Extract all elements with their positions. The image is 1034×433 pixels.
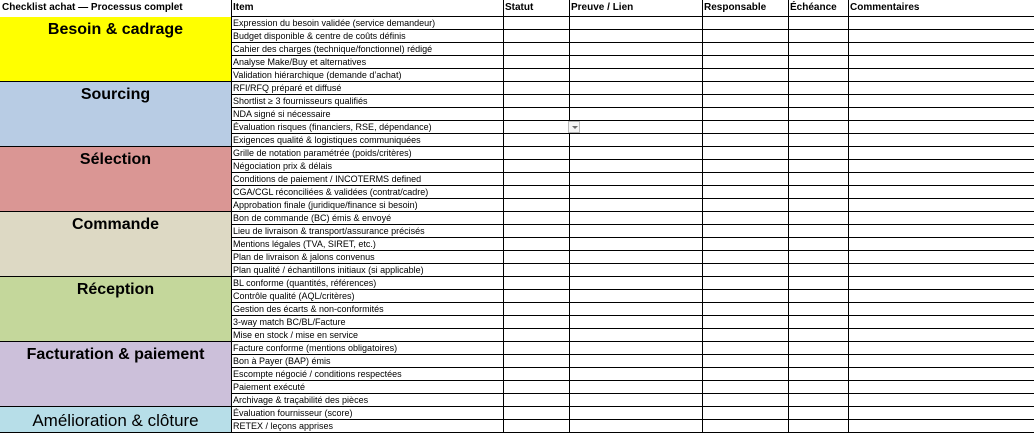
item-cell[interactable]: Archivage & traçabilité des pièces (231, 394, 503, 407)
column-header-statut[interactable]: Statut (505, 2, 534, 13)
item-cell[interactable]: NDA signé si nécessaire (231, 108, 503, 121)
item-cell[interactable]: Cahier des charges (technique/fonctionnel) rédigé (231, 43, 503, 56)
column-divider (702, 0, 703, 433)
table-row[interactable] (503, 121, 1034, 134)
column-header-echeance[interactable]: Échéance (790, 2, 837, 13)
table-row[interactable] (503, 160, 1034, 173)
table-row[interactable] (503, 290, 1034, 303)
table-row[interactable] (503, 134, 1034, 147)
item-cell[interactable]: Paiement exécuté (231, 381, 503, 394)
category-cell[interactable] (0, 277, 231, 342)
table-row[interactable] (503, 108, 1034, 121)
category-cell[interactable] (0, 17, 231, 82)
item-cell[interactable]: 3-way match BC/BL/Facture (231, 316, 503, 329)
table-row[interactable] (503, 17, 1034, 30)
item-cell[interactable]: Shortlist ≥ 3 fournisseurs qualifiés (231, 95, 503, 108)
table-row[interactable] (503, 251, 1034, 264)
table-row[interactable] (503, 407, 1034, 420)
table-row[interactable] (503, 173, 1034, 186)
column-divider (231, 0, 232, 433)
item-cell[interactable]: Contrôle qualité (AQL/critères) (231, 290, 503, 303)
item-cell[interactable]: RETEX / leçons apprises (231, 420, 503, 433)
table-row[interactable] (503, 69, 1034, 82)
item-cell[interactable]: Analyse Make/Buy et alternatives (231, 56, 503, 69)
category-label: Besoin & cadrage (47, 21, 184, 38)
sheet-title[interactable]: Checklist achat — Processus complet (2, 2, 183, 13)
category-cell[interactable] (0, 212, 231, 277)
item-cell[interactable]: Bon à Payer (BAP) émis (231, 355, 503, 368)
category-cell[interactable] (0, 82, 231, 147)
column-divider (503, 0, 504, 433)
table-row[interactable] (503, 368, 1034, 381)
column-header-commentaires[interactable]: Commentaires (850, 2, 920, 13)
item-cell[interactable]: Plan de livraison & jalons convenus (231, 251, 503, 264)
item-cell[interactable]: Exigences qualité & logistiques communiquées (231, 134, 503, 147)
table-row[interactable] (503, 316, 1034, 329)
item-cell[interactable]: Négociation prix & délais (231, 160, 503, 173)
table-row[interactable] (503, 186, 1034, 199)
table-row[interactable] (503, 147, 1034, 160)
item-cell[interactable]: Évaluation risques (financiers, RSE, dépendance) (231, 121, 503, 134)
table-row[interactable] (503, 30, 1034, 43)
item-cell[interactable]: Évaluation fournisseur (score) (231, 407, 503, 420)
category-label: Sélection (79, 151, 152, 168)
table-row[interactable] (503, 329, 1034, 342)
item-cell[interactable]: BL conforme (quantités, références) (231, 277, 503, 290)
category-label: Sourcing (80, 86, 151, 103)
table-row[interactable] (503, 212, 1034, 225)
category-cell[interactable] (0, 342, 231, 407)
item-cell[interactable]: CGA/CGL réconciliées & validées (contrat/cadre) (231, 186, 503, 199)
item-cell[interactable]: Bon de commande (BC) émis & envoyé (231, 212, 503, 225)
category-cell[interactable] (0, 147, 231, 212)
table-row[interactable] (503, 199, 1034, 212)
item-cell[interactable]: Escompte négocié / conditions respectées (231, 368, 503, 381)
category-cell[interactable] (0, 407, 231, 433)
item-cell[interactable]: RFI/RFQ préparé et diffusé (231, 82, 503, 95)
table-row[interactable] (503, 355, 1034, 368)
column-divider (848, 0, 849, 433)
header-row-border (231, 0, 1034, 17)
table-row[interactable] (503, 238, 1034, 251)
category-label: Amélioration & clôture (32, 411, 199, 430)
table-row[interactable] (503, 303, 1034, 316)
category-label: Commande (71, 216, 160, 233)
item-cell[interactable]: Budget disponible & centre de coûts définis (231, 30, 503, 43)
table-row[interactable] (503, 264, 1034, 277)
column-header-preuve[interactable]: Preuve / Lien (571, 2, 634, 13)
item-cell[interactable]: Lieu de livraison & transport/assurance précisés (231, 225, 503, 238)
table-row[interactable] (503, 225, 1034, 238)
column-header-item[interactable]: Item (233, 2, 254, 13)
category-label: Facturation & paiement (26, 346, 205, 363)
table-row[interactable] (503, 82, 1034, 95)
item-cell[interactable]: Conditions de paiement / INCOTERMS defined (231, 173, 503, 186)
item-cell[interactable]: Plan qualité / échantillons initiaux (si applicable) (231, 264, 503, 277)
category-label: Réception (76, 281, 155, 298)
column-header-responsable[interactable]: Responsable (704, 2, 767, 13)
table-row[interactable] (503, 43, 1034, 56)
item-cell[interactable]: Approbation finale (juridique/finance si besoin) (231, 199, 503, 212)
item-cell[interactable]: Validation hiérarchique (demande d’achat) (231, 69, 503, 82)
table-row[interactable] (503, 381, 1034, 394)
item-cell[interactable]: Expression du besoin validée (service demandeur) (231, 17, 503, 30)
table-row[interactable] (503, 95, 1034, 108)
item-cell[interactable]: Mentions légales (TVA, SIRET, etc.) (231, 238, 503, 251)
item-cell[interactable]: Facture conforme (mentions obligatoires) (231, 342, 503, 355)
table-row[interactable] (503, 394, 1034, 407)
item-cell[interactable]: Grille de notation paramétrée (poids/critères) (231, 147, 503, 160)
column-divider (569, 0, 570, 433)
table-row[interactable] (503, 342, 1034, 355)
table-row[interactable] (503, 420, 1034, 433)
item-cell[interactable]: Gestion des écarts & non-conformités (231, 303, 503, 316)
table-row[interactable] (503, 277, 1034, 290)
dropdown-arrow-icon[interactable] (568, 121, 580, 133)
item-cell[interactable]: Mise en stock / mise en service (231, 329, 503, 342)
table-row[interactable] (503, 56, 1034, 69)
column-divider (788, 0, 789, 433)
